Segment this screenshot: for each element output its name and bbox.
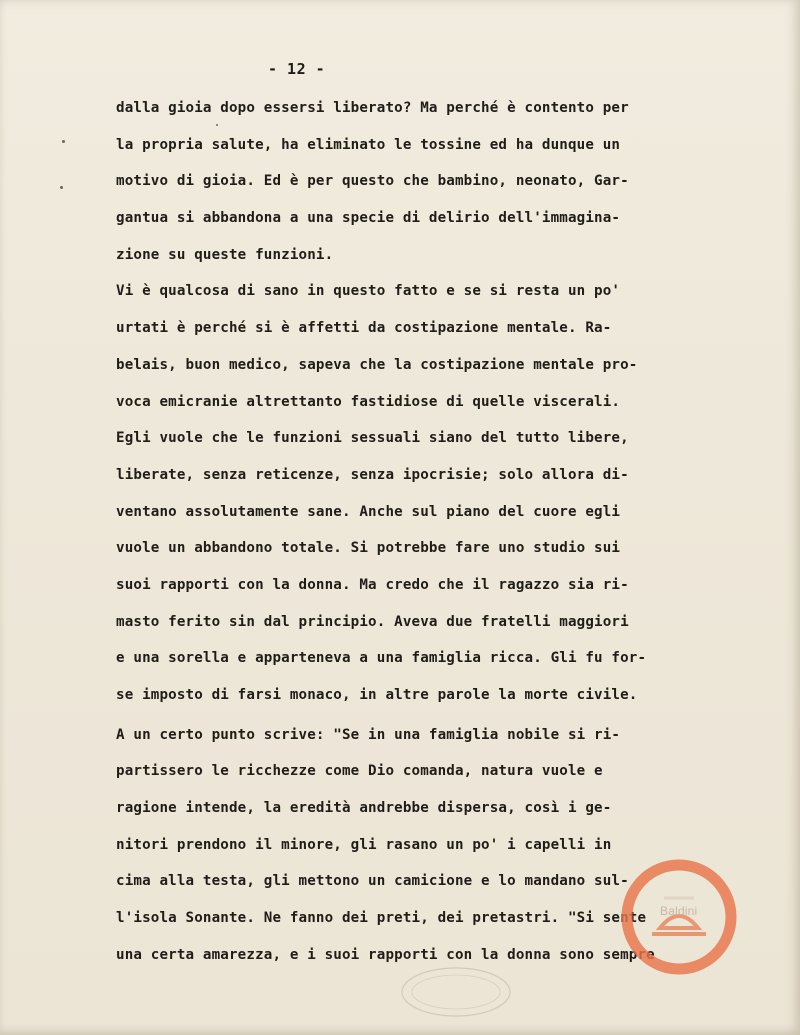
text-line: suoi rapporti con la donna. Ma credo che il ragazzo sia ri- bbox=[116, 576, 629, 593]
text-line: una certa amarezza, e i suoi rapporti con la donna sono sempre bbox=[116, 946, 655, 963]
body-text bbox=[116, 94, 696, 978]
text-line: ventano assolutamente sane. Anche sul piano del cuore egli bbox=[116, 503, 621, 520]
text-line: liberate, senza reticenze, senza ipocrisie; solo allora di- bbox=[116, 466, 629, 483]
text-line: Egli vuole che le funzioni sessuali siano del tutto libere, bbox=[116, 430, 629, 447]
text-line: gantua si abbandona a una specie di delirio dell'immagina- bbox=[116, 210, 621, 227]
text-line: masto ferito sin dal principio. Aveva due fratelli maggiori bbox=[116, 613, 629, 630]
text-line: e una sorella e apparteneva a una famiglia ricca. Gli fu for- bbox=[116, 650, 647, 667]
text-line: urtati è perché si è affetti da costipazione mentale. Ra- bbox=[116, 320, 612, 337]
text-line: motivo di gioia. Ed è per questo che bambino, neonato, Gar- bbox=[116, 173, 629, 190]
text-line: voca emicranie altrettanto fastidiose di quelle viscerali. bbox=[116, 393, 621, 410]
text-line: l'isola Sonante. Ne fanno dei preti, dei pretastri. "Si sente bbox=[116, 910, 647, 927]
margin-dot bbox=[60, 186, 63, 189]
margin-dot bbox=[62, 140, 65, 143]
text-line: belais, buon medico, sapeva che la costipazione mentale pro- bbox=[116, 356, 638, 373]
text-line: partissero le ricchezze come Dio comanda, natura vuole e bbox=[116, 763, 603, 780]
archive-stamp-icon bbox=[396, 962, 516, 1022]
text-line: zione su queste funzioni. bbox=[116, 246, 334, 263]
text-line: la propria salute, ha eliminato le tossine ed ha dunque un bbox=[116, 136, 621, 153]
text-line: se imposto di farsi monaco, in altre parole la morte civile. bbox=[116, 687, 638, 703]
page-number: - 12 - bbox=[268, 60, 326, 78]
text-line: vuole un abbandono totale. Si potrebbe fare uno studio sui bbox=[116, 540, 621, 557]
text-line: ragione intende, la eredità andrebbe dispersa, così i ge- bbox=[116, 800, 612, 817]
text-line: A un certo punto scrive: "Se in una famiglia nobile si ri- bbox=[116, 726, 621, 743]
text-line: cima alla testa, gli mettono un camicione e lo mandano sul- bbox=[116, 873, 629, 890]
text-line: dalla gioia dopo essersi liberato? Ma perché è contento per bbox=[116, 100, 629, 116]
text-line: Vi è qualcosa di sano in questo fatto e se si resta un po' bbox=[116, 283, 621, 300]
stamp-label: Baldini bbox=[660, 904, 698, 918]
text-line: nitori prendono il minore, gli rasano un po' i capelli in bbox=[116, 836, 612, 853]
